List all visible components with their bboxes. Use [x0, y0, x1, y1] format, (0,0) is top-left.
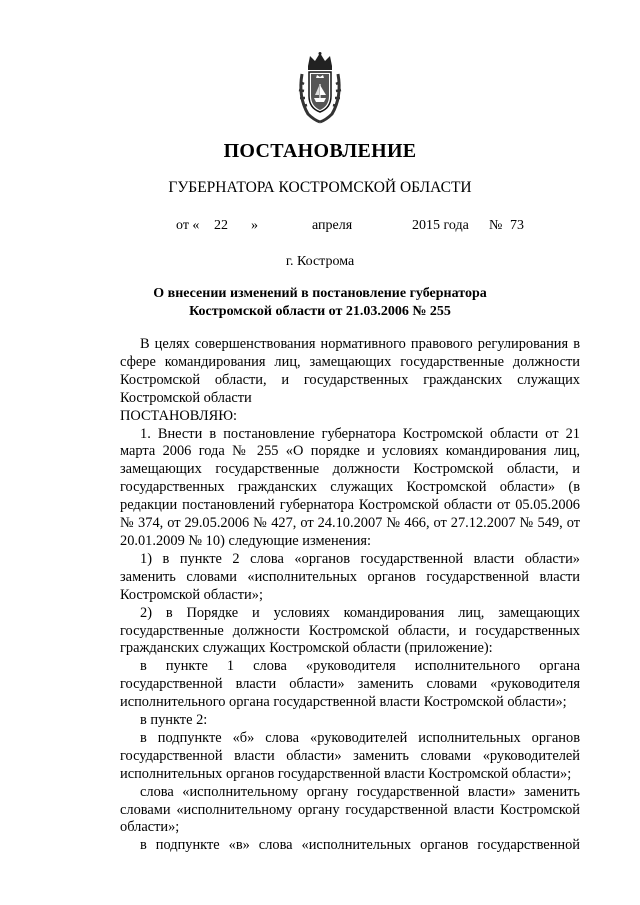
item-1-paragraph: 1. Внести в постановление губернатора Костромской области от 21 марта 2006 года № 255 «О порядке и условиях командирования лиц, замещающих государственные должности Костромской области, и государственных гражданских служащих Костромской области» (в редакции постановлений губернатора Костромской области от 05.05.2006 № 374, от 29.05.2006 № 427, от 24.10.2007 № 466, от 27.12.2007 № 549, от 20.01.2009 № 10) следующие изменения: [120, 425, 580, 549]
document-city: г. Кострома [285, 254, 355, 269]
decree-word: ПОСТАНОВЛЯЮ: [120, 407, 238, 424]
heading-line-1: О внесении изменений в постановление губернатора [153, 286, 487, 301]
date-month: апреля [312, 218, 353, 233]
subitem-1-paragraph: 1) в пункте 2 слова «органов государственной власти области» заменить словами «исполнительных органов государственной власти Костромской области»; [120, 550, 580, 603]
date-year: 2015 года [412, 218, 469, 233]
date-day-close: » [251, 218, 258, 233]
preamble-paragraph: В целях совершенствования нормативного правового регулирования в сфере командирования лиц, замещающих государственные должности Костромской области, и государственных гражданских служащих Костромской области [120, 336, 580, 406]
document-subtitle: ГУБЕРНАТОРА КОСТРОМСКОЙ ОБЛАСТИ [168, 179, 472, 196]
date-day: 22 [214, 218, 228, 233]
date-prefix: от « [176, 218, 200, 233]
subpoint-v-paragraph: в подпункте «в» слова «исполнительных органов государственной [140, 837, 580, 854]
heading-line-2: Костромской области от 21.03.2006 № 255 [189, 304, 451, 319]
kostroma-coat-of-arms-icon [296, 52, 344, 124]
document-dateline [0, 218, 640, 238]
document-heading [0, 285, 640, 321]
document-title: ПОСТАНОВЛЕНИЕ [223, 140, 417, 162]
point-1-paragraph: в пункте 1 слова «руководителя исполнительного органа государственной власти области» заменить словами «руководителя исполнительного органа государственной власти Костромской области»; [120, 658, 580, 711]
subitem-2-paragraph: 2) в Порядке и условиях командирования лиц, замещающих государственные должности Костромской области, и государственных гражданских служащих Костромской области (приложение): [120, 604, 580, 657]
number-sign: № [489, 218, 503, 233]
point-2-intro: в пункте 2: [140, 712, 208, 729]
words-replacement-paragraph: слова «исполнительному органу государственной власти» заменить словами «исполнительному органу государственной власти Костромской области»; [120, 783, 580, 836]
subpoint-b-paragraph: в подпункте «б» слова «руководителей исполнительных органов государственной власти области» заменить словами «руководителей исполнительных органов государственной власти Костромской области»; [120, 729, 580, 782]
document-number: 73 [510, 218, 524, 233]
document-body [120, 336, 580, 855]
